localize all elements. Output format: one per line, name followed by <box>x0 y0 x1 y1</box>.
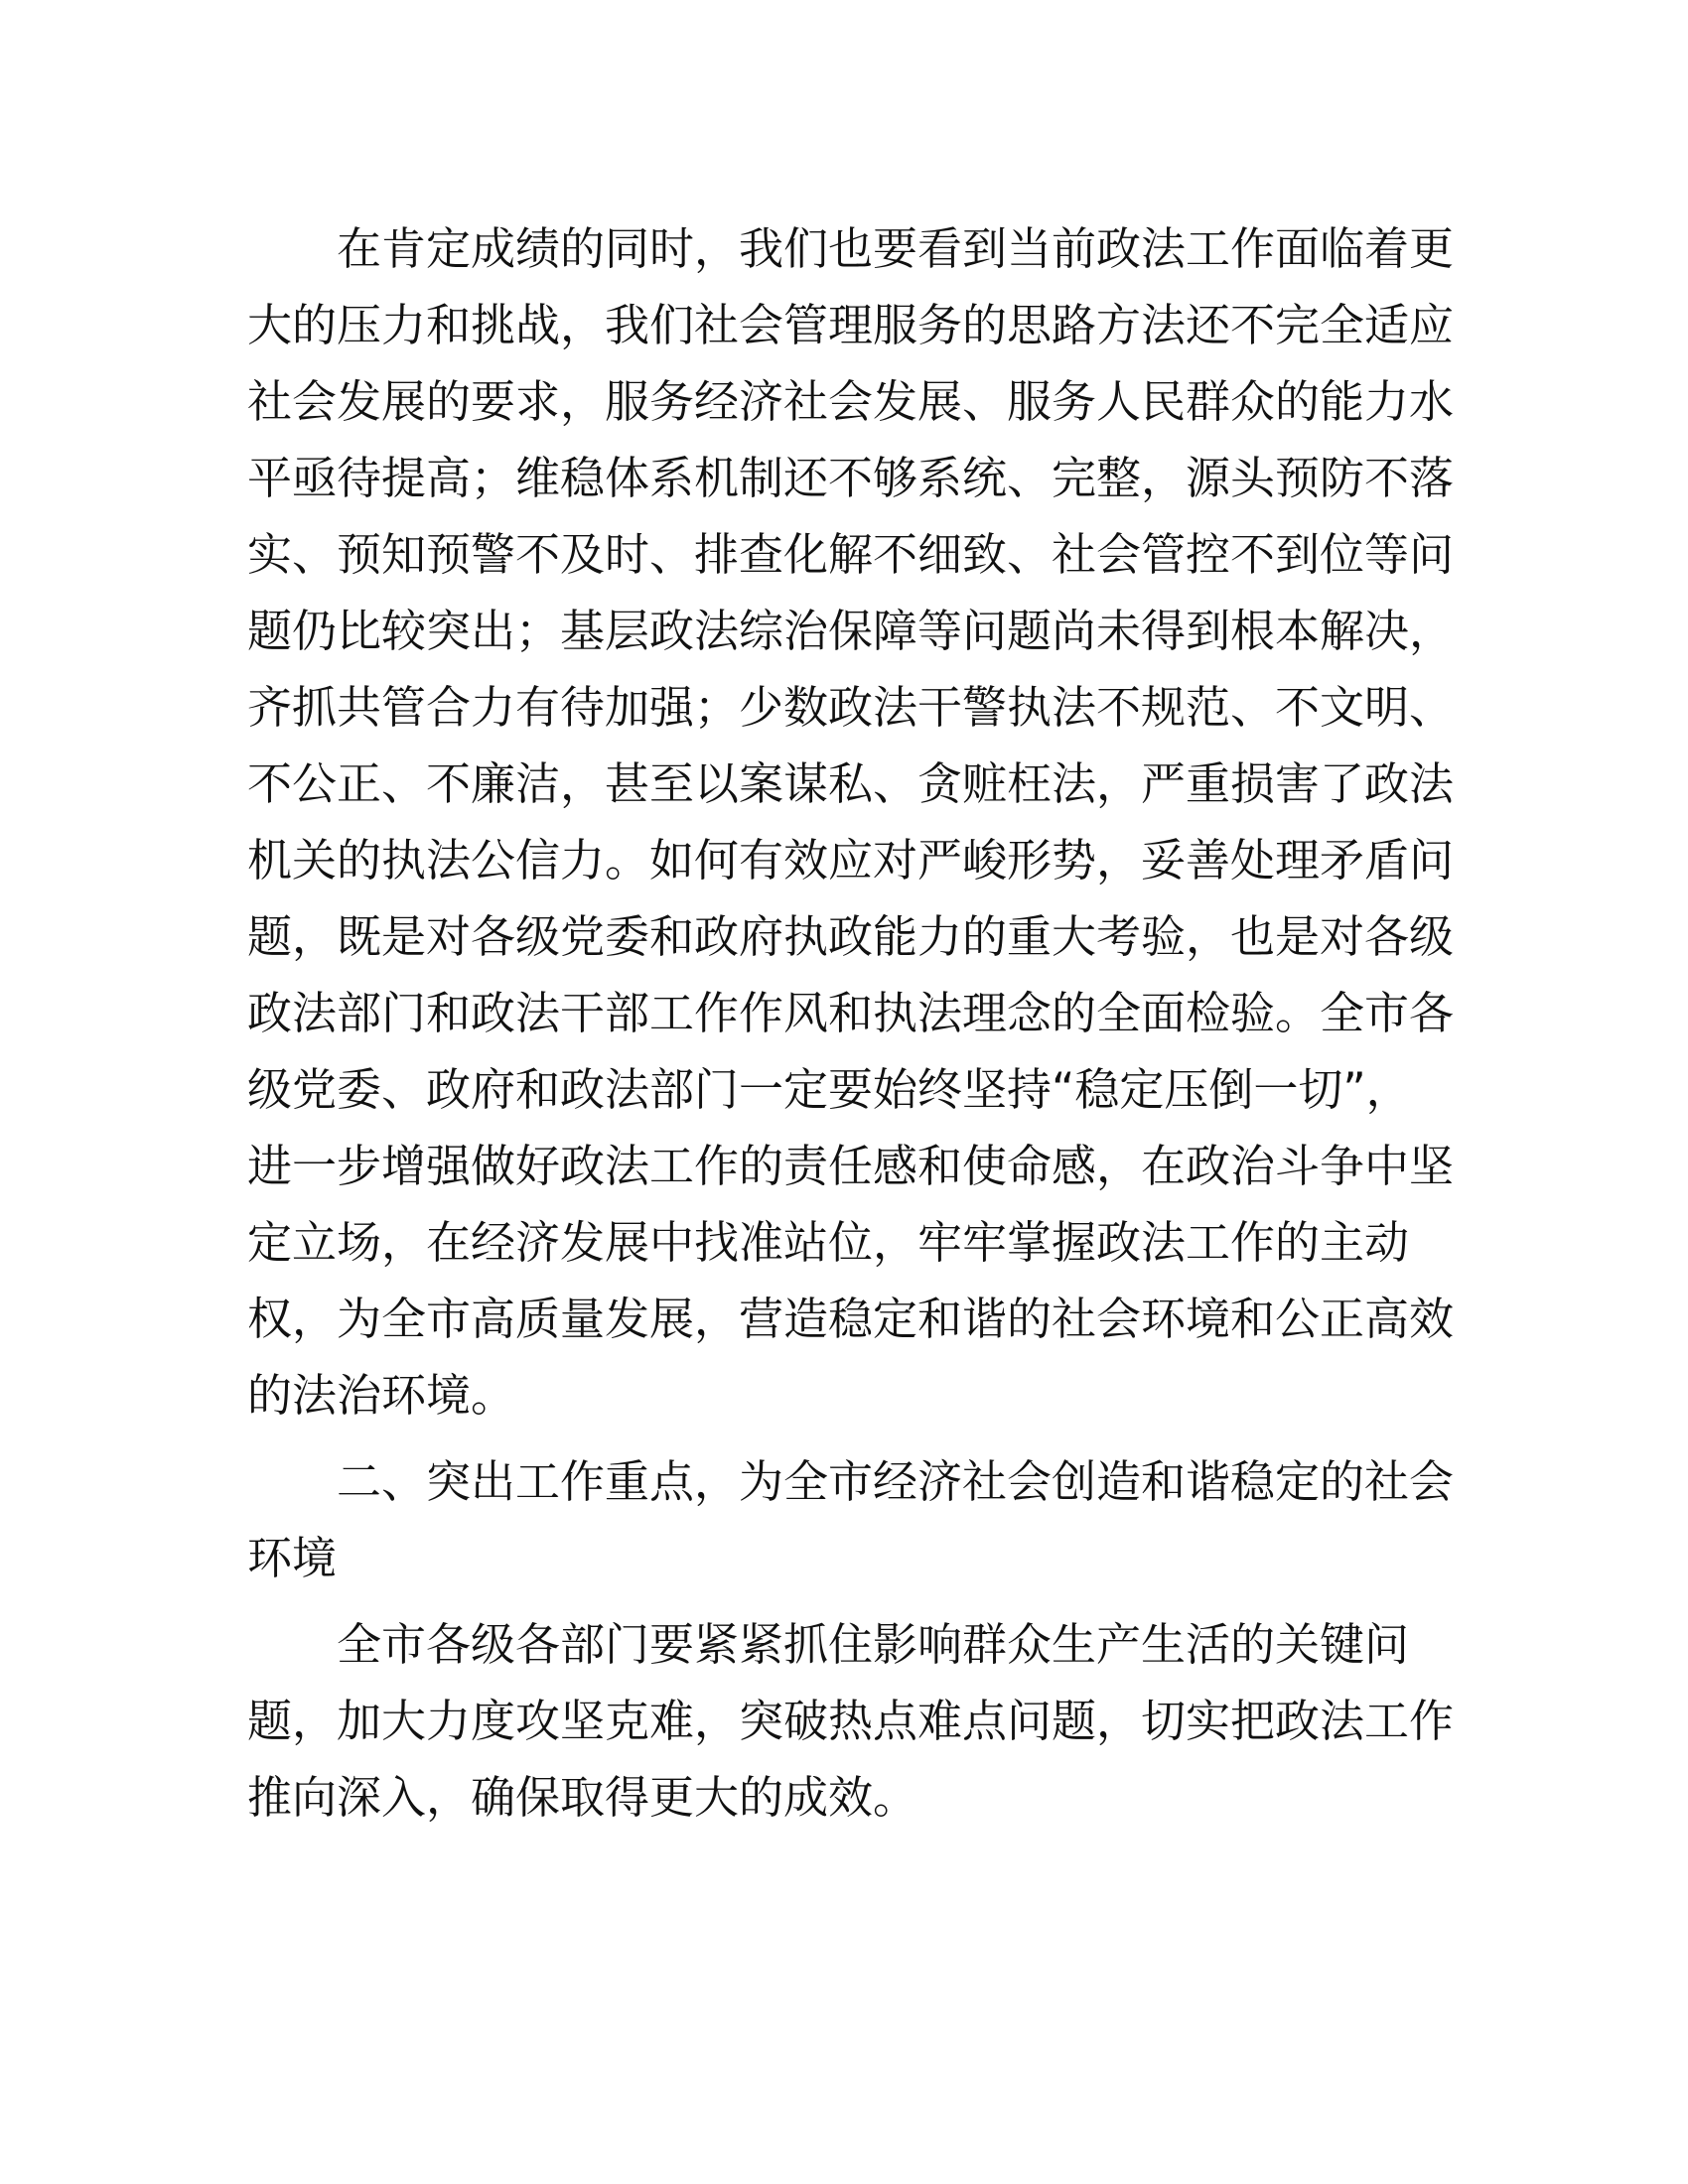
text-line: 政法部门和政法干部工作作风和执法理念的全面检验。全市各 <box>247 987 1455 1039</box>
text-line: 全市各级各部门要紧紧抓住影响群众生产生活的关键问 <box>337 1618 1410 1671</box>
text-line: 实、预知预警不及时、排查化解不细致、社会管控不到位等问 <box>247 528 1455 581</box>
text-line: 进一步增强做好政法工作的责任感和使命感，在政治斗争中坚 <box>247 1140 1455 1192</box>
text-line: 的法治环境。 <box>247 1369 516 1422</box>
heading-line: 二、突出工作重点，为全市经济社会创造和谐稳定的社会 <box>337 1455 1455 1508</box>
paragraph-situation <box>247 210 1455 1433</box>
text-line: 不公正、不廉洁，甚至以案谋私、贪赃枉法，严重损害了政法 <box>247 757 1455 810</box>
text-line: 社会发展的要求，服务经济社会发展、服务人民群众的能力水 <box>247 375 1455 428</box>
paragraph-requirements <box>247 1606 1455 1836</box>
text-line: 大的压力和挑战，我们社会管理服务的思路方法还不完全适应 <box>247 299 1455 351</box>
text-line: 级党委、政府和政法部门一定要始终坚持“稳定压倒一切”， <box>247 1063 1411 1116</box>
document-body <box>247 210 1455 1836</box>
text-line: 题，加大力度攻坚克难，突破热点难点问题，切实把政法工作 <box>247 1695 1455 1747</box>
text-line: 齐抓共管合力有待加强；少数政法干警执法不规范、不文明、 <box>247 681 1455 734</box>
section-heading <box>247 1443 1455 1596</box>
text-line: 权，为全市高质量发展，营造稳定和谐的社会环境和公正高效 <box>247 1293 1455 1345</box>
heading-line: 环境 <box>247 1532 338 1584</box>
text-line: 平亟待提高；维稳体系机制还不够系统、完整，源头预防不落 <box>247 452 1455 504</box>
text-line: 在肯定成绩的同时，我们也要看到当前政法工作面临着更 <box>337 222 1455 275</box>
text-line: 推向深入，确保取得更大的成效。 <box>247 1771 918 1824</box>
text-line: 题仍比较突出；基层政法综治保障等问题尚未得到根本解决， <box>247 605 1455 657</box>
text-line: 机关的执法公信力。如何有效应对严峻形势，妥善处理矛盾问 <box>247 834 1455 887</box>
text-line: 题，既是对各级党委和政府执政能力的重大考验，也是对各级 <box>247 910 1455 963</box>
text-line: 定立场，在经济发展中找准站位，牢牢掌握政法工作的主动 <box>247 1216 1410 1269</box>
